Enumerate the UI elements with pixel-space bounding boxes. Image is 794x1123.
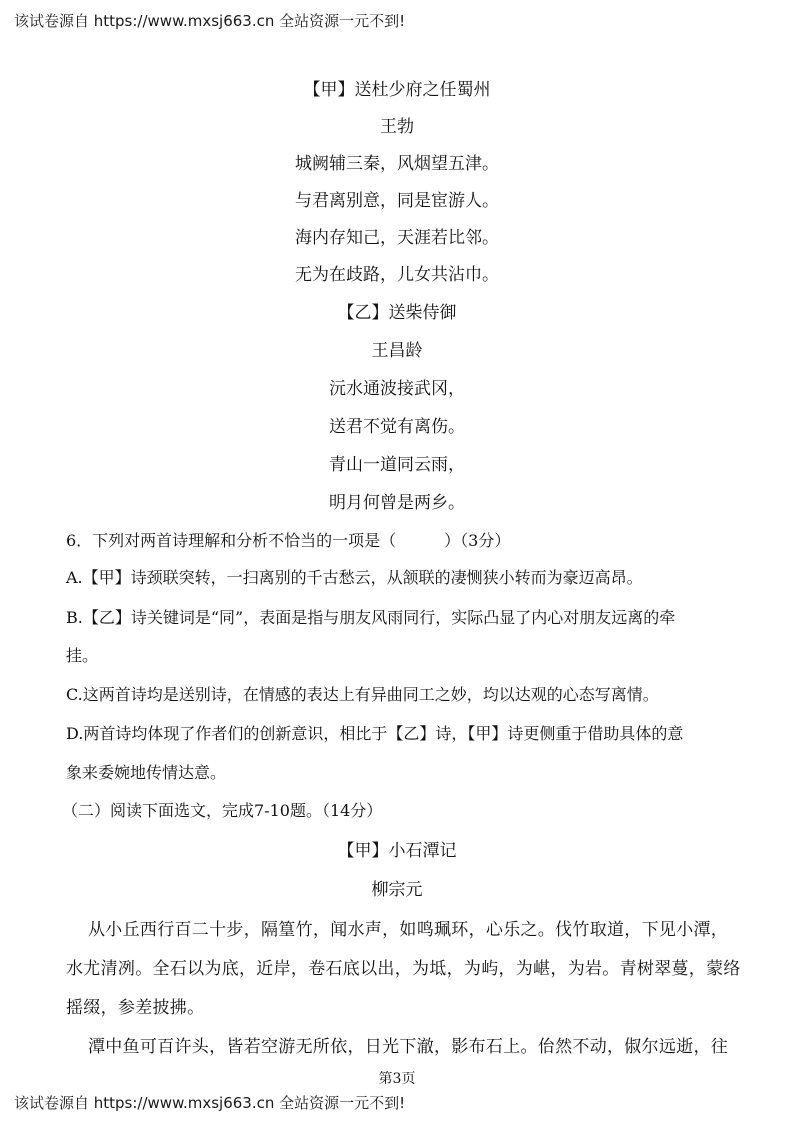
- poem-a-title: 【甲】送杜少府之任蜀州: [303, 80, 491, 100]
- poem-a-line: 城阙辅三秦，风烟望五津。: [295, 154, 499, 174]
- question-6-stem: 6．下列对两首诗理解和分析不恰当的一项是（ ）（3分）: [66, 531, 511, 550]
- question-6-option-a: A.【甲】诗颈联突转，一扫离别的千古愁云，从颔联的凄恻狭小转而为豪迈高昂。: [66, 568, 643, 587]
- poem-a-line: 海内存知己，天涯若比邻。: [295, 228, 499, 248]
- section-2-heading: （二）阅读下面选文，完成7-10题。（14分）: [62, 801, 383, 820]
- page-number: 第3页: [378, 1071, 416, 1087]
- essay-paragraph-line: 摇缀，参差披拂。: [66, 998, 205, 1018]
- poem-a-line: 与君离别意，同是宦游人。: [295, 191, 499, 211]
- poem-b-author: 王昌龄: [371, 341, 423, 361]
- essay-title: 【甲】小石潭记: [337, 841, 457, 861]
- poem-b-title: 【乙】送柴侍御: [337, 303, 457, 323]
- question-6-option-b-cont: 挂。: [66, 646, 99, 665]
- poem-b-line: 明月何曾是两乡。: [329, 493, 465, 513]
- essay-paragraph-line: 从小丘西行百二十步，隔篁竹，闻水声，如鸣珮环，心乐之。伐竹取道，下见小潭，: [88, 920, 729, 940]
- poem-a-line: 无为在歧路，儿女共沾巾。: [295, 265, 499, 285]
- essay-paragraph-line: 潭中鱼可百许头，皆若空游无所依，日光下澈，影布石上。佁然不动，俶尔远逝，往: [88, 1037, 729, 1057]
- question-6-option-b: B.【乙】诗关键词是“同”，表面是指与朋友风雨同行，实际凸显了内心对朋友远离的牵: [66, 608, 676, 627]
- question-6-option-d: D.两首诗均体现了作者们的创新意识，相比于【乙】诗，【甲】诗更侧重于借助具体的意: [66, 724, 684, 743]
- poem-a-author: 王勃: [380, 117, 414, 137]
- question-6-option-c: C.这两首诗均是送别诗，在情感的表达上有异曲同工之妙，均以达观的心态写离情。: [66, 685, 659, 704]
- source-banner-bottom: 该试卷源自 https://www.mxsj663.cn 全站资源一元不到!: [14, 1094, 406, 1112]
- essay-author: 柳宗元: [371, 880, 423, 900]
- poem-b-line: 送君不觉有离伤。: [329, 417, 465, 437]
- poem-b-line: 青山一道同云雨，: [329, 455, 465, 475]
- poem-b-line: 沅水通波接武冈，: [329, 379, 465, 399]
- question-6-option-d-cont: 象来委婉地传情达意。: [66, 763, 227, 782]
- source-banner-top: 该试卷源自 https://www.mxsj663.cn 全站资源一元不到!: [14, 12, 406, 30]
- essay-paragraph-line: 水尤清冽。全石以为底，近岸，卷石底以出，为坻，为屿，为嵁，为岩。青树翠蔓，蒙络: [66, 959, 741, 979]
